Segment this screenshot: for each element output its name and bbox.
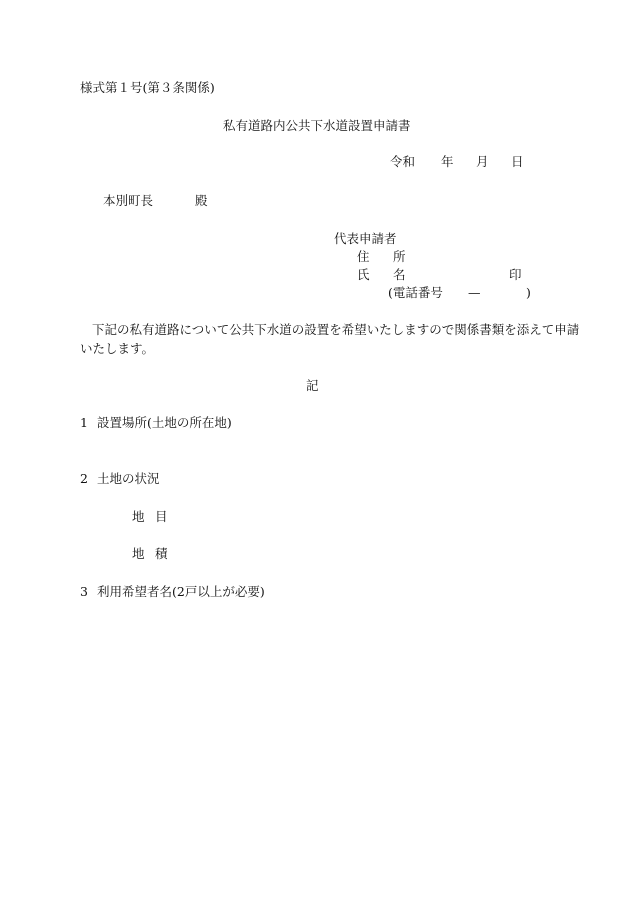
document-title: 私有道路内公共下水道設置申請書 xyxy=(223,118,411,133)
ki-marker: 記 xyxy=(306,378,319,393)
form-number: 様式第１号(第３条関係) xyxy=(80,80,215,95)
land-category-char-1: 地 xyxy=(132,509,145,524)
date-year-unit: 年 xyxy=(441,154,454,169)
item-label: 設置場所(土地の所在地) xyxy=(97,415,232,430)
date-month-unit: 月 xyxy=(476,154,489,169)
item-label: 土地の状況 xyxy=(97,471,160,486)
item-number: 2 xyxy=(80,471,88,486)
date-era: 令和 xyxy=(390,154,416,169)
body-line-1: 下記の私有道路について公共下水道の設置を希望いたしますので関係書類を添えて申請 xyxy=(92,322,580,337)
item-number: 1 xyxy=(80,415,88,430)
name-label-char-1: 氏 xyxy=(357,267,370,282)
seal-mark: 印 xyxy=(509,267,522,282)
applicant-heading: 代表申請者 xyxy=(334,231,397,246)
item-number: 3 xyxy=(80,584,88,599)
date-day-unit: 日 xyxy=(511,154,524,169)
land-category-char-2: 目 xyxy=(155,509,168,524)
address-label-char-1: 住 xyxy=(357,249,370,264)
name-label-char-2: 名 xyxy=(393,267,406,282)
addressee-honorific: 殿 xyxy=(195,193,208,208)
item-label: 利用希望者名(2戸以上が必要) xyxy=(97,584,265,599)
land-area-char-2: 積 xyxy=(155,546,168,561)
phone-label: (電話番号 xyxy=(388,285,443,300)
address-label-char-2: 所 xyxy=(393,249,406,264)
body-line-2: いたします。 xyxy=(80,341,155,356)
addressee-name: 本別町長 xyxy=(103,193,154,208)
land-area-char-1: 地 xyxy=(132,546,145,561)
phone-dash: — xyxy=(468,285,481,300)
phone-close: ) xyxy=(526,285,531,300)
